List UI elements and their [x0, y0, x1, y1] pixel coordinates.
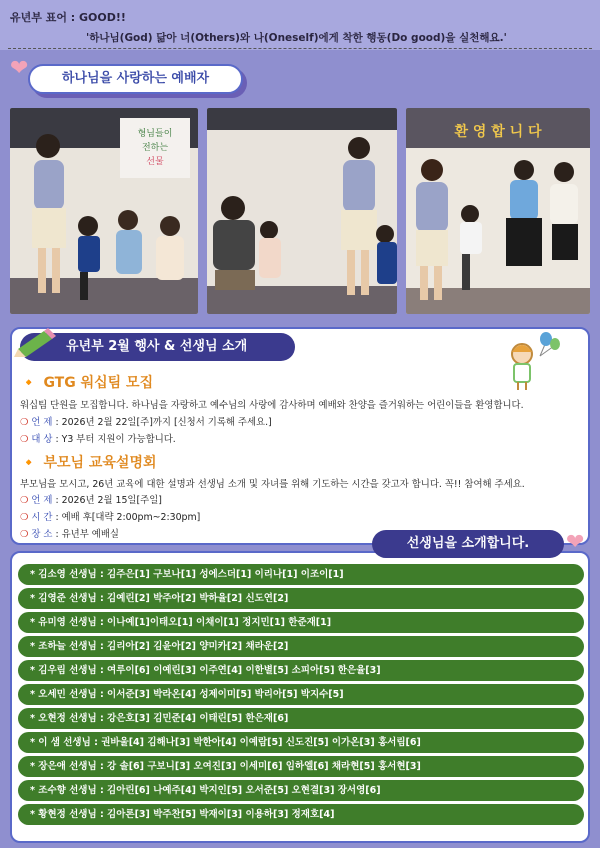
photo-2	[207, 108, 397, 314]
sign-text: 선물	[146, 157, 164, 167]
parents-time-value: : 예배 후[대략 2:00pm~2:30pm]	[55, 512, 201, 523]
photo-welcome-banner	[406, 108, 590, 314]
stroke-icon: 🔸	[20, 375, 38, 391]
gtg-when-value: : 2026년 2월 22일[주]까지 [신청서 기록해 주세요.]	[55, 417, 272, 428]
teacher-row: * 황현정 선생님 : 김아론[3] 박주찬[5] 박재이[3] 이용하[3] 정재호[4]	[18, 804, 584, 825]
teacher-row: * 조하늘 선생님 : 김리아[2] 김윤아[2] 양미카[2] 채라운[2]	[18, 636, 584, 657]
welcome-banner-text: 환 영 합 니 다	[454, 124, 542, 140]
heart-icon: ❤	[10, 56, 29, 81]
parents-time-label: 시 간	[31, 512, 53, 523]
gtg-who-row	[20, 431, 176, 445]
parents-when-label: 언 제	[31, 495, 53, 506]
girl-with-balloons-icon	[500, 330, 560, 392]
bullet-icon: ❍	[20, 495, 32, 506]
heart-icon: ❤	[566, 530, 585, 555]
motto-line-2: '하나님(God) 닮아 너(Others)와 나(Oneself)에게 착한 행동(Do good)을 실천해요.'	[86, 32, 507, 44]
parents-when-value: : 2026년 2월 15일[주일]	[55, 495, 162, 506]
bullet-icon: ❍	[20, 417, 32, 428]
parents-title-text: 부모님 교육설명회	[43, 455, 157, 471]
parents-place-label: 장 소	[31, 529, 53, 540]
teacher-row: * 이 샘 선생님 : 권바울[4] 김해나[3] 박한아[4] 이예람[5] 신도진[5] 이가온[3] 홍서림[6]	[18, 732, 584, 753]
photo-1	[10, 108, 198, 314]
teacher-row: * 조수향 선생님 : 김아린[6] 나예주[4] 박지인[5] 오서준[5] 오현결[3] 장서영[6]	[18, 780, 584, 801]
parents-title	[20, 452, 157, 472]
pencil-icon	[14, 327, 58, 357]
worship-title-tag	[28, 64, 243, 94]
gtg-title	[20, 372, 153, 392]
stroke-icon: 🔸	[20, 455, 38, 471]
teachers-title: 선생님을 소개합니다.	[372, 530, 564, 558]
bullet-icon: ❍	[20, 512, 32, 523]
parents-when-row	[20, 492, 162, 506]
gtg-when-row	[20, 414, 272, 428]
sign-text: 전하는	[141, 143, 169, 153]
teacher-row: * 유미영 선생님 : 이나예[1]이태오[1] 이채이[1] 정지민[1] 한준재[1]	[18, 612, 584, 633]
bullet-icon: ❍	[20, 434, 32, 445]
gtg-who-value: : Y3 부터 지원이 가능합니다.	[55, 434, 176, 445]
teacher-row: * 오현정 선생님 : 강은호[3] 김민준[4] 이태린[5] 한은재[6]	[18, 708, 584, 729]
parents-place-row	[20, 526, 119, 540]
teacher-row: * 장은애 선생님 : 강 솔[6] 구보니[3] 오여진[3] 이세미[6] 임하엘[6] 채라현[5] 홍서현[3]	[18, 756, 584, 777]
teacher-row: * 김우림 선생님 : 여루이[6] 이예린[3] 이주연[4] 이한별[5] 소피아[5] 한은율[3]	[18, 660, 584, 681]
sign-text: 형님들이	[137, 129, 173, 139]
parents-desc: 부모님을 모시고, 26년 교육에 대한 설명과 선생님 소개 및 자녀를 위해 기도하는 시간을 갖고자 합니다. 꼭!! 참여해 주세요.	[20, 479, 525, 490]
parents-time-row	[20, 509, 200, 523]
events-title: 유년부 2월 행사 & 선생님 소개	[20, 333, 295, 361]
gtg-who-label: 대 상	[31, 434, 53, 445]
teacher-row: * 오세민 선생님 : 이서준[3] 박라온[4] 성제이미[5] 박리아[5] 박지수[5]	[18, 684, 584, 705]
photo-children-receiving-gifts	[10, 108, 198, 314]
teacher-row: * 김영준 선생님 : 김예린[2] 박주아[2] 박하율[2] 신도연[2]	[18, 588, 584, 609]
parents-place-value: : 유년부 예배실	[55, 529, 119, 540]
motto-line-1: 유년부 표어 : GOOD!!	[10, 11, 126, 24]
worship-title: 하나님을 사랑하는 예배자	[61, 71, 210, 86]
bullet-icon: ❍	[20, 529, 32, 540]
gtg-when-label: 언 제	[31, 417, 53, 428]
gtg-title-text: GTG 워십팀 모집	[43, 375, 154, 391]
teacher-row: * 김소영 선생님 : 김주은[1] 구보나[1] 성에스더[1] 이리나[1] 이조이[1]	[18, 564, 584, 585]
photo-stage-sign	[207, 108, 397, 314]
gtg-desc: 워십팀 단원을 모집합니다. 하나님을 자랑하고 예수님의 사랑에 감사하며 예배와 찬양을 즐거워하는 어린이들을 환영합니다.	[20, 400, 524, 411]
divider	[8, 48, 592, 49]
photo-3	[406, 108, 590, 314]
